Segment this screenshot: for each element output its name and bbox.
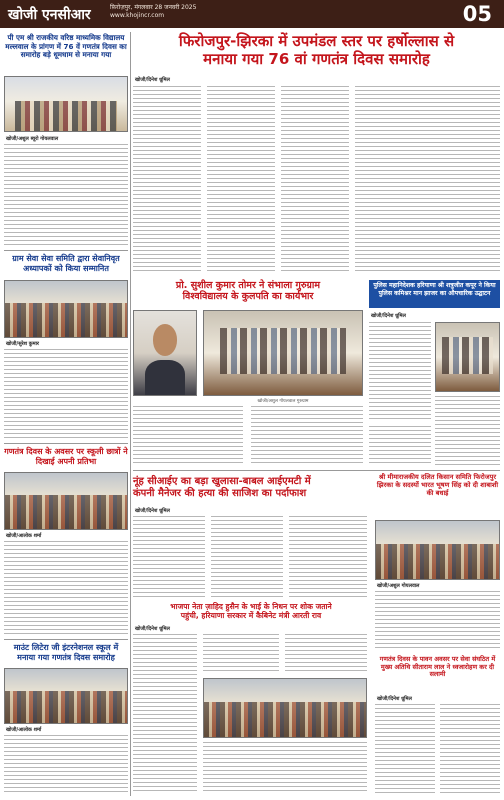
- republic-body-col1: [375, 704, 435, 794]
- police-banner: [369, 280, 500, 308]
- story2-headline: ग्राम सेवा सेवा समिति द्वारा सेवानिवृत अध्यापकों को किया सम्मानित: [12, 254, 120, 273]
- lead-body-col4: [355, 86, 500, 272]
- story-divider: [4, 639, 128, 640]
- murder-headline-line2: कंपनी मैनेजर की हत्या की साजिश का पर्दाफाश: [133, 488, 307, 499]
- story2-body: [4, 349, 128, 439]
- column-divider: [130, 32, 131, 796]
- murder-byline: खोजी/दिनेश धूमिल: [135, 508, 170, 514]
- bjp-body-col1: [133, 634, 197, 794]
- vc-office-photo: [203, 310, 363, 396]
- police-banner-line2: पुलिस कमिश्नर मान झाजर का औपचारिक उद्घाटन: [378, 289, 491, 297]
- story1-headline: पी एम श्री राजकीय वरिष्ठ माध्यमिक विद्यालय मल्लवाल के प्रांगण में 76 वें गणतंत्र दिवस का समारोह बड़े धूमधाम से मनाया गया: [5, 33, 127, 60]
- lead-headline-line1: फिरोजपुर-झिरका में उपमंडल स्तर पर हर्षोल्लास से: [178, 32, 455, 50]
- story-divider: [4, 250, 128, 251]
- story3-body: [4, 541, 128, 635]
- lead-headline-line2: मनाया गया 76 वां गणतंत्र दिवस समारोह: [203, 50, 430, 68]
- republic-headline: गणतंत्र दिवस के पावन अवसर पर सेवा संघठित में मुख्य अतिथि सीताराम लाल ने ध्वजारोहण कर दी सलामी: [379, 655, 496, 679]
- mla-body: [375, 591, 500, 651]
- vc-body-col2: [251, 406, 363, 466]
- mla-byline: खोजी/अशुल गोयलवाल: [377, 583, 420, 589]
- vc-headline-line2: विश्वविद्यालय के कुलपति का कार्यभार: [182, 291, 314, 303]
- story1-photo: [4, 76, 128, 132]
- bjp-body-col4: [203, 742, 367, 794]
- police-body-col3: [369, 426, 431, 466]
- story4-headline: माउंट लिटेरा जी इंटरनेशनल स्कूल में मनाया गया गणतंत्र दिवस समारोह: [13, 643, 119, 662]
- story2-photo: [4, 280, 128, 338]
- murder-headline: [133, 476, 369, 500]
- story-divider: [4, 443, 128, 444]
- bjp-byline: खोजी/दिनेश धूमिल: [135, 626, 170, 632]
- left-column: [4, 32, 128, 796]
- republic-body-col2: [440, 704, 500, 794]
- mla-photo: [375, 520, 500, 580]
- page-number: 05: [462, 2, 492, 26]
- lead-body-col3: [281, 86, 349, 272]
- story4-photo: [4, 668, 128, 724]
- story3-headline: गणतंत्र दिवस के अवसर पर स्कूली छात्रों ने दिखाई अपनी प्रतिभा: [4, 447, 128, 466]
- republic-byline: खोजी/दिनेश धूमिल: [377, 696, 412, 702]
- masthead: खोजी एनसीआर: [8, 7, 91, 23]
- murder-headline-line1: नूंह सीआईए का बड़ा खुलासा-बाबल आईएमटी में: [133, 476, 311, 487]
- story3-byline: खोजी/आलोक शर्मा: [6, 533, 42, 539]
- police-body-col2: [435, 396, 500, 466]
- header-meta: [110, 4, 196, 20]
- vc-headline-line1: प्रो. सुशील कुमार तोमर ने संभाला गुरुग्राम: [175, 280, 321, 291]
- section-divider: [133, 470, 500, 471]
- lead-byline: खोजी/दिनेश धूमिल: [135, 77, 170, 83]
- lead-body-col1: [133, 86, 201, 272]
- story4-byline: खोजी/आलोक शर्मा: [6, 727, 42, 733]
- lead-headline: [133, 32, 500, 68]
- police-banner-line1: पुलिस महानिदेशक हरियाणा श्री शत्रुजीत कपूर ने किया: [373, 282, 496, 289]
- vc-body-col1: [133, 406, 243, 466]
- bjp-headline: [133, 602, 369, 620]
- main-area: [133, 32, 500, 796]
- page-header: [0, 0, 504, 28]
- murder-body-col3: [289, 516, 367, 598]
- story2-byline: खोजी/सुरेश कुमार: [6, 341, 39, 347]
- story1-body: [4, 144, 128, 246]
- vc-photo-caption: खोजी/अशुल गोयलवाल गुरुग्राम: [257, 399, 309, 404]
- story1-byline: खोजी/अशुल ब्यूरो गोयलवाल: [6, 136, 59, 142]
- story4-body: [4, 735, 128, 793]
- lead-body-col2: [207, 86, 275, 272]
- mla-headline: श्री मीमाराजकीय दलित किसान समिति फिरोजपुर झिरका के सदस्यों भारत भूषण सिंह को दी शाबाशी की बधाई: [376, 473, 499, 497]
- bjp-body-col2: [203, 634, 279, 674]
- header-date: फ़िरोज़पुर, मंगलवार 28 जनवरी 2025: [110, 4, 197, 11]
- header-website: www.khojincr.com: [110, 12, 165, 19]
- bjp-headline-line1: भाजपा नेता ज़ाहिद हुसैन के भाई के निधन पर शोक जताने: [170, 602, 332, 611]
- murder-body-col1: [133, 516, 205, 598]
- police-body-col1: [369, 322, 431, 422]
- murder-body-col2: [211, 516, 283, 598]
- vc-headline: [133, 280, 363, 303]
- police-byline: खोजी/दिनेश धूमिल: [371, 313, 406, 319]
- story3-photo: [4, 472, 128, 530]
- bjp-headline-line2: पहुंची, हरियाणा सरकार में कैबिनेट मंत्री आरती राव: [180, 611, 322, 621]
- bjp-body-col3: [285, 634, 367, 674]
- police-photo: [435, 322, 500, 392]
- vc-portrait-photo: [133, 310, 197, 396]
- bjp-photo: [203, 678, 367, 738]
